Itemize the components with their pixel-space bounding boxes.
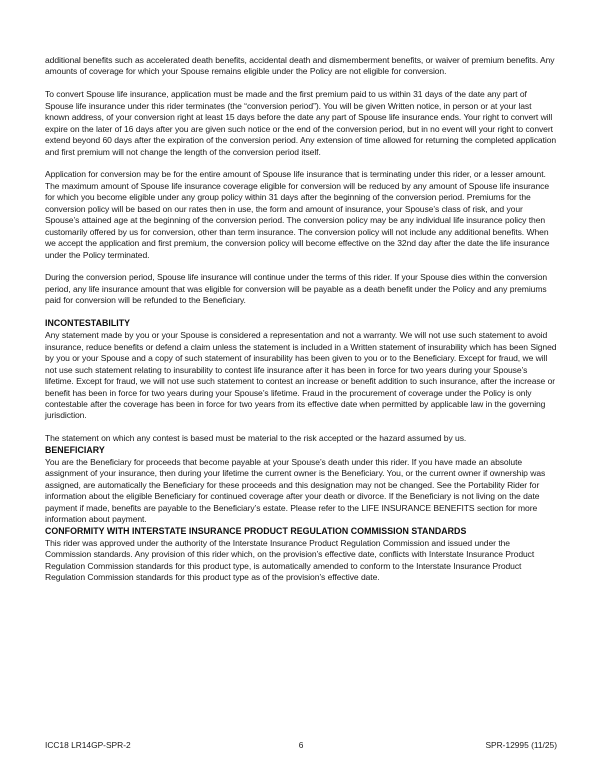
section-incontestability xyxy=(45,318,557,445)
page-footer xyxy=(45,740,557,751)
body-paragraph: To convert Spouse life insurance, application must be made and the first premium paid to us within 31 days of the date any part of Spouse life insurance under this rider terminates (the “conversion period”). You will be given Written notice, in person or at your last known address, of your conversion right at least 15 days before the date any part of Spouse life insurance ends. Your right to convert will expire on the later of 16 days after you are given such notice or the end of the conversion period, but in no event will your right to convert extend beyond 60 days after the expiration of the conversion period. Any extension of time allowed for returning the completed application and first premium will not change the length of the conversion period itself. xyxy=(45,89,557,157)
section-paragraph: Any statement made by you or your Spouse is considered a representation and not a warranty. We will not use such statement to avoid insurance, reduce benefits or defend a claim unless the statement is included in a Written statement of insurability which has been Signed by you or your Spouse and a copy of such statement of insurability has been given to you or to the Beneficiary. Except for fraud, we will not use such statement relating to insurability to contest life insurance after it has been in force for two years during your Spouse’s lifetime. Except for fraud, we will not use such statement to contest an increase or benefit addition to such insurance, after the increase or benefit has been in force for two years during your Spouse’s lifetime. Fraud in the procurement of coverage under the Policy is only contestable after the coverage has been in force for two years from its effective date when permitted by applicable law in the governing jurisdiction. xyxy=(45,330,557,421)
page-content xyxy=(45,55,557,583)
section-heading: BENEFICIARY xyxy=(45,444,105,455)
section-heading: INCONTESTABILITY xyxy=(45,318,131,329)
footer-page-number: 6 xyxy=(298,740,304,750)
footer-document-code: SPR-12995 (11/25) xyxy=(485,740,557,750)
footer-form-number: ICC18 LR14GP-SPR-2 xyxy=(45,740,131,750)
section-beneficiary xyxy=(45,445,557,526)
section-conformity-interstate-commission xyxy=(45,526,557,584)
section-paragraph: You are the Beneficiary for proceeds that become payable at your Spouse’s death under this rider. If you have made an absolute assignment of your insurance, then during your lifetime the current owner is the Beneficiary. You, or the current owner if ownership was assigned, are automatically the Beneficiary for these proceeds and this designation may not be changed. See the Portability Rider for information about the eligible Beneficiary for continued coverage after your death or divorce. If the Beneficiary is not living on the date payment if made, benefits are payable to the Beneficiary’s estate. Please refer to the LIFE INSURANCE BENEFITS section for more information about payment. xyxy=(45,456,546,525)
body-paragraph: Application for conversion may be for the entire amount of Spouse life insurance that is terminating under this rider, or a lesser amount. The maximum amount of Spouse life insurance coverage eligible for conversion will be reduced by any amount of Spouse life insurance for which you become eligible under any group policy within 31 days after the beginning of the conversion period. Premiums for the conversion policy will be based on our rates then in use, the form and amount of insurance, your Spouse’s class of risk, and your Spouse’s attained age at the beginning of the conversion period. The conversion policy may be any individual life insurance policy then customarily offered by us for conversion, other than term insurance. The conversion policy will not include any additional benefits. When we accept the application and first premium, the conversion policy will become effective on the 32nd day after the date the life insurance under the Policy terminated. xyxy=(45,169,550,260)
body-paragraph: During the conversion period, Spouse life insurance will continue under the terms of this rider. If your Spouse dies within the conversion period, any life insurance amount that was eligible for conversion will be payable as a death benefit under the Policy and any premiums paid for conversion will be refunded to the Beneficiary. xyxy=(45,272,548,306)
body-paragraph: additional benefits such as accelerated death benefits, accidental death and dismemberment benefits, or waiver of premium benefits. Any amounts of coverage for which your Spouse remains eligible under the Policy are not eligible for conversion. xyxy=(45,55,555,77)
section-paragraph: The statement on which any contest is based must be material to the risk accepted or the hazard assumed by us. xyxy=(45,433,467,444)
section-heading: CONFORMITY WITH INTERSTATE INSURANCE PRODUCT REGULATION COMMISSION STANDARDS xyxy=(45,525,467,536)
section-paragraph: This rider was approved under the authority of the Interstate Insurance Product Regulation Commission and issued under the Commission standards. Any provision of this rider which, on the provision’s effective date, conflicts with Interstate Insurance Product Regulation Commission standards for this product type, is automatically amended to conform to the Interstate Insurance Product Regulation Commission standards for this product type as of the provision’s effective date. xyxy=(45,537,535,582)
